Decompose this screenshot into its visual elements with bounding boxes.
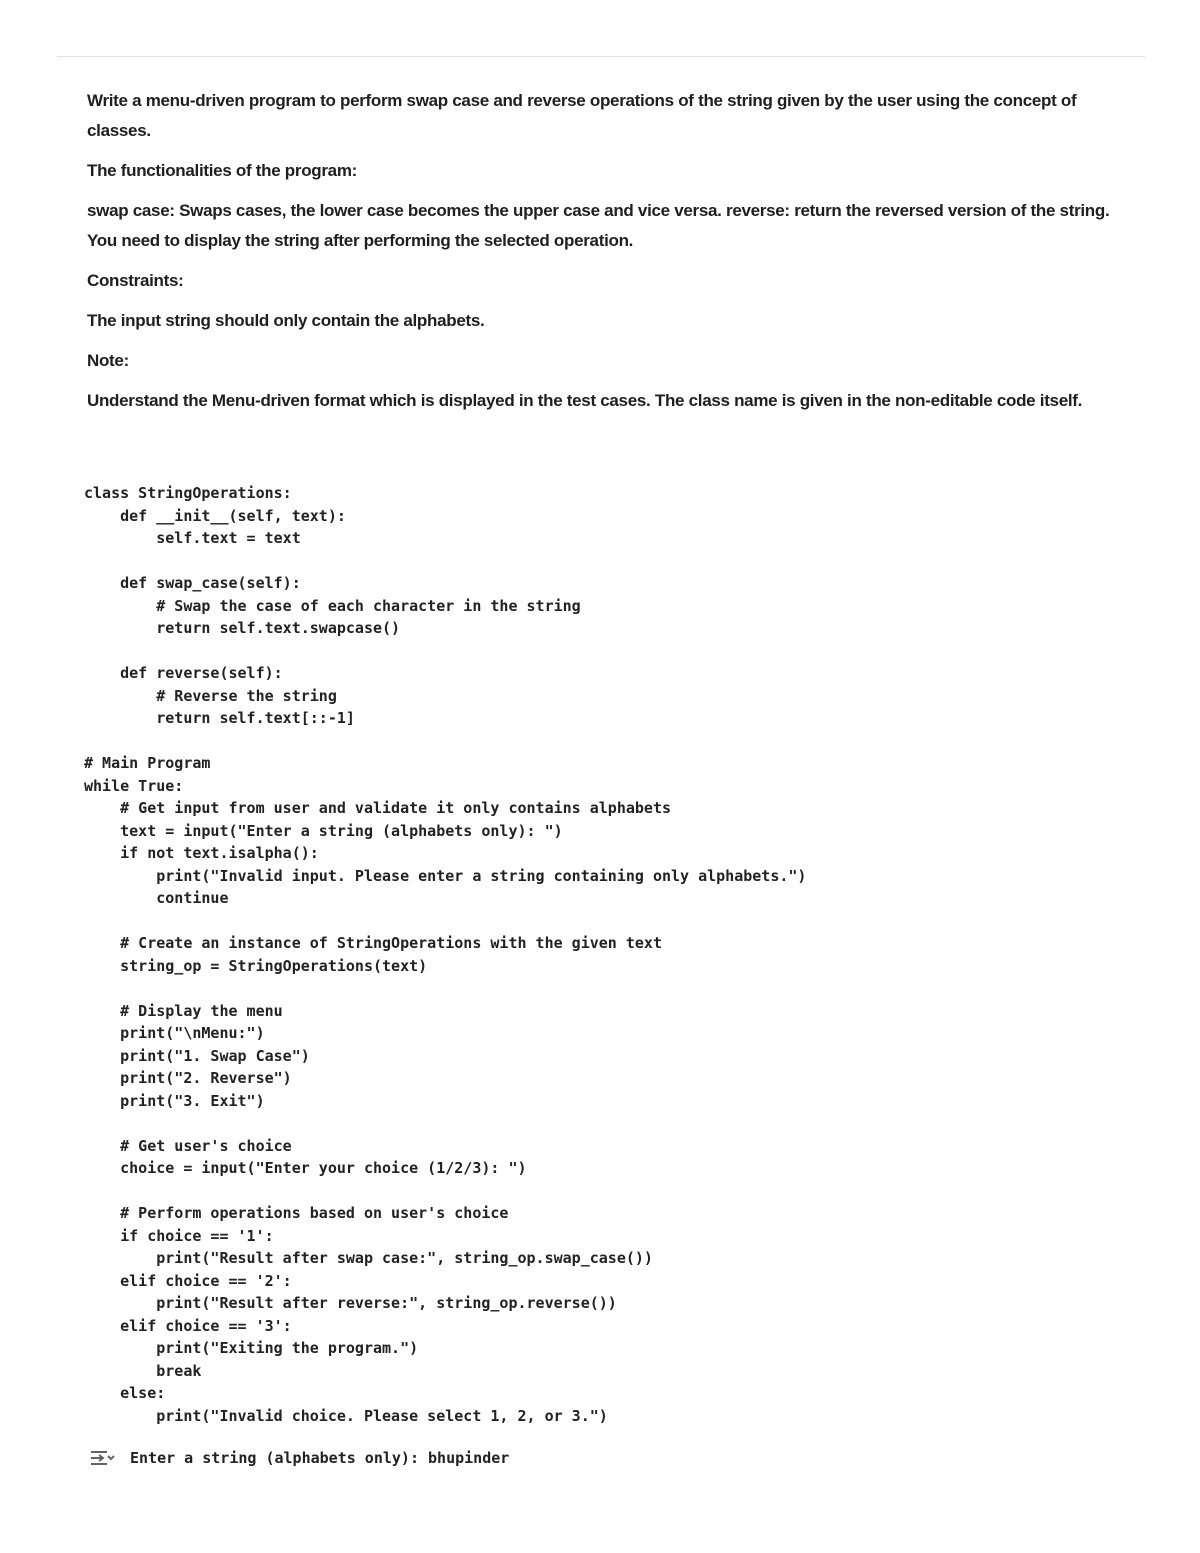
code-line: else: [84, 1384, 166, 1402]
code-line: print("Invalid choice. Please select 1, 2, or 3.") [84, 1406, 608, 1425]
code-line: # Display the menu [84, 1001, 283, 1020]
code-line: print("Result after reverse:", string_op.reverse()) [84, 1294, 617, 1312]
code-line: # Swap the case of each character in the string [84, 596, 581, 615]
cell-output [88, 1445, 509, 1471]
code-line: return self.text[::-1] [84, 709, 355, 727]
problem-statement [87, 86, 1132, 426]
functionalities-heading: The functionalities of the program: [87, 161, 358, 180]
code-line: if not text.isalpha(): [84, 844, 319, 862]
code-line: self.text = text [84, 529, 301, 547]
code-line: if choice == '1': [84, 1226, 274, 1245]
code-line: choice = input("Enter your choice (1/2/3): ") [84, 1159, 527, 1177]
code-line: # Get user's choice [84, 1136, 292, 1155]
code-line: print("1. Swap Case") [84, 1046, 310, 1065]
code-line: def swap_case(self): [84, 574, 301, 592]
code-cell[interactable] [84, 482, 1164, 1427]
code-line: print("3. Exit") [84, 1091, 265, 1110]
note-text: Understand the Menu-driven format which is displayed in the test cases. The class name is given in the non-editable code itself. [87, 391, 1083, 410]
code-line [84, 910, 1164, 933]
code-line: # Main Program [84, 754, 211, 772]
code-line: elif choice == '2': [84, 1271, 292, 1290]
code-line: print("2. Reverse") [84, 1069, 292, 1087]
constraints-text: The input string should only contain the alphabets. [87, 311, 485, 330]
code-line: # Perform operations based on user's choice [84, 1204, 509, 1222]
functionalities-description: swap case: Swaps cases, the lower case becomes the upper case and vice versa. reverse: return the reversed version of the string. You need to display the string after performing the selected operation. [87, 201, 1110, 250]
problem-intro: Write a menu-driven program to perform swap case and reverse operations of the string given by the user using the concept of classes. [87, 91, 1077, 140]
output-text: Enter a string (alphabets only): bhupinder [130, 1449, 510, 1467]
code-line: # Reverse the string [84, 686, 337, 705]
code-line: return self.text.swapcase() [84, 619, 401, 637]
code-line: print("Result after swap case:", string_op.swap_case()) [84, 1249, 653, 1267]
code-line [84, 640, 1164, 663]
code-line: def __init__(self, text): [84, 506, 346, 525]
code-line: string_op = StringOperations(text) [84, 956, 428, 975]
code-line: print("Exiting the program.") [84, 1339, 419, 1357]
code-line: # Get input from user and validate it only contains alphabets [84, 799, 671, 817]
code-line: text = input("Enter a string (alphabets only): ") [84, 821, 563, 840]
code-line: # Create an instance of StringOperations with the given text [84, 934, 662, 952]
code-line: class StringOperations: [84, 484, 292, 502]
code-line [84, 977, 1164, 1000]
code-line [84, 550, 1164, 573]
code-line: elif choice == '3': [84, 1316, 292, 1335]
note-heading: Note: [87, 351, 129, 370]
code-line [84, 730, 1164, 753]
output-toggle-icon[interactable] [88, 1447, 116, 1469]
constraints-heading: Constraints: [87, 271, 184, 290]
code-line [84, 1112, 1164, 1135]
code-line: print("\nMenu:") [84, 1024, 265, 1042]
code-line: print("Invalid input. Please enter a string containing only alphabets.") [84, 866, 807, 885]
code-line: continue [84, 889, 229, 907]
cell-divider [57, 56, 1145, 57]
code-line: while True: [84, 776, 184, 795]
code-line: break [84, 1361, 202, 1380]
code-line [84, 1180, 1164, 1203]
code-line: def reverse(self): [84, 664, 283, 682]
